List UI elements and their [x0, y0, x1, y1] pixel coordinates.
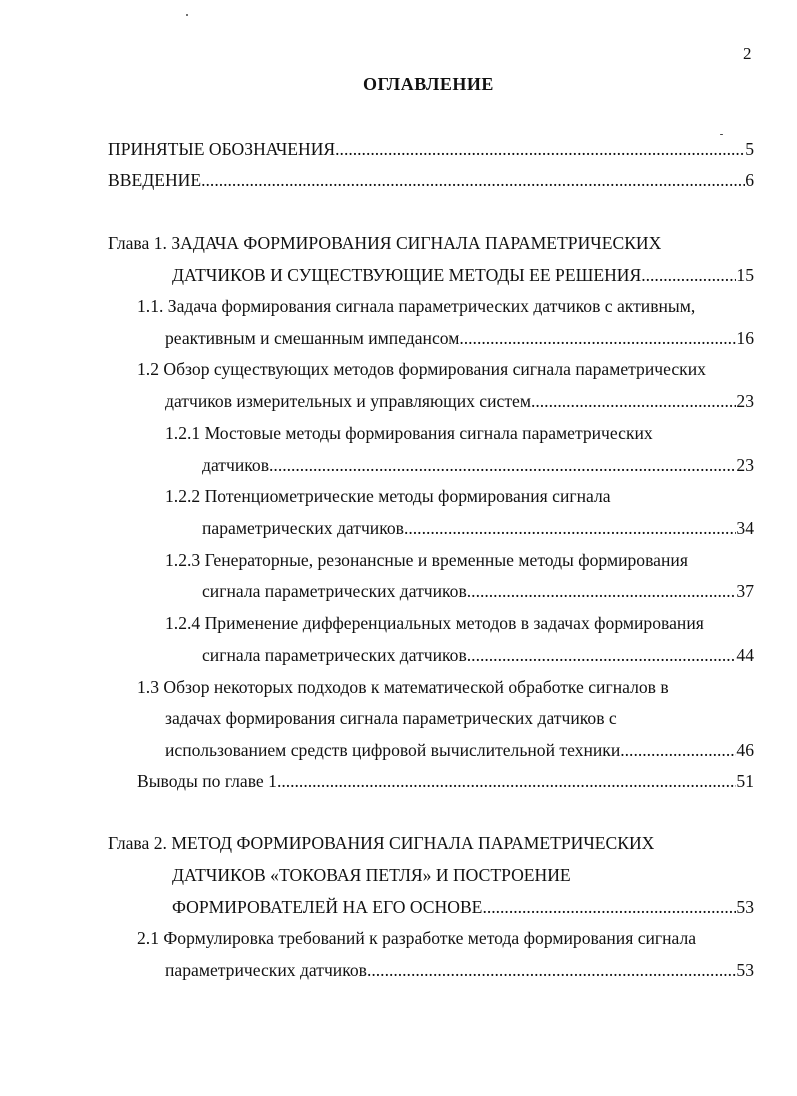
- scan-speck: [186, 14, 188, 16]
- toc-chapter-1-conclusions[interactable]: Выводы по главе 1 ..... 51: [137, 770, 754, 792]
- toc-section-1-3-title[interactable]: 1.3 Обзор некоторых подходов к математической обработке сигналов в: [137, 677, 669, 697]
- toc-chapter-2[interactable]: ФОРМИРОВАТЕЛЕЙ НА ЕГО ОСНОВЕ ..... 53: [172, 896, 754, 918]
- scan-speck: [720, 134, 723, 135]
- toc-section-1-3-title-cont[interactable]: задачах формирования сигнала параметрических датчиков с: [165, 708, 617, 728]
- toc-section-1-2-title[interactable]: 1.2 Обзор существующих методов формирования сигнала параметрических: [137, 359, 706, 379]
- toc-title: ОГЛАВЛЕНИЕ: [363, 74, 494, 94]
- toc-section-2-1-title[interactable]: 2.1 Формулировка требований к разработке метода формирования сигнала: [137, 928, 697, 948]
- toc-subsection-1-2-2-title[interactable]: 1.2.2 Потенциометрические методы формирования сигнала: [165, 486, 611, 506]
- toc-section-1-2[interactable]: датчиков измерительных и управляющих систем ..... 23: [165, 390, 754, 412]
- leader-dots: [482, 896, 736, 918]
- toc-section-1-1[interactable]: реактивным и смешанным импедансом ..... 16: [165, 327, 754, 349]
- leader-dots: [641, 264, 736, 286]
- leader-dots: [404, 517, 736, 539]
- toc-subsection-1-2-3[interactable]: сигнала параметрических датчиков ..... 37: [202, 580, 754, 602]
- toc-section-2-1[interactable]: параметрических датчиков ..... 53: [165, 959, 754, 981]
- toc-section-1-1-title[interactable]: 1.1. Задача формирования сигнала параметрических датчиков с активным,: [137, 296, 696, 316]
- toc-chapter-1[interactable]: ДАТЧИКОВ И СУЩЕСТВУЮЩИЕ МЕТОДЫ ЕЕ РЕШЕНИЯ ..... 15: [172, 264, 754, 286]
- leader-dots: [467, 644, 737, 666]
- toc-chapter-2-title[interactable]: Глава 2. МЕТОД ФОРМИРОВАНИЯ СИГНАЛА ПАРАМЕТРИЧЕСКИХ: [108, 833, 655, 853]
- toc-section-1-3[interactable]: использованием средств цифровой вычислительной техники ..... 46: [165, 739, 754, 761]
- toc-chapter-2-title-cont[interactable]: ДАТЧИКОВ «ТОКОВАЯ ПЕТЛЯ» И ПОСТРОЕНИЕ: [172, 865, 571, 885]
- toc-entry-introduction[interactable]: ВВЕДЕНИЕ ..... 6: [108, 169, 754, 191]
- leader-dots: [335, 138, 745, 160]
- toc-subsection-1-2-4[interactable]: сигнала параметрических датчиков ..... 44: [202, 644, 754, 666]
- page-number: 2: [743, 44, 752, 63]
- toc-subsection-1-2-1[interactable]: датчиков ..... 23: [202, 454, 754, 476]
- toc-subsection-1-2-2[interactable]: параметрических датчиков ..... 34: [202, 517, 754, 539]
- leader-dots: [459, 327, 736, 349]
- toc-subsection-1-2-4-title[interactable]: 1.2.4 Применение дифференциальных методов в задачах формирования: [165, 613, 704, 633]
- toc-chapter-1-title[interactable]: Глава 1. ЗАДАЧА ФОРМИРОВАНИЯ СИГНАЛА ПАРАМЕТРИЧЕСКИХ: [108, 233, 662, 253]
- leader-dots: [531, 390, 736, 412]
- leader-dots: [269, 454, 736, 476]
- leader-dots: [201, 169, 745, 191]
- toc-subsection-1-2-3-title[interactable]: 1.2.3 Генераторные, резонансные и временные методы формирования: [165, 550, 688, 570]
- toc-entry-notation[interactable]: ПРИНЯТЫЕ ОБОЗНАЧЕНИЯ ..... 5: [108, 138, 754, 160]
- leader-dots: [277, 770, 736, 792]
- leader-dots: [367, 959, 736, 981]
- leader-dots: [620, 739, 736, 761]
- toc-subsection-1-2-1-title[interactable]: 1.2.1 Мостовые методы формирования сигнала параметрических: [165, 423, 653, 443]
- leader-dots: [467, 580, 737, 602]
